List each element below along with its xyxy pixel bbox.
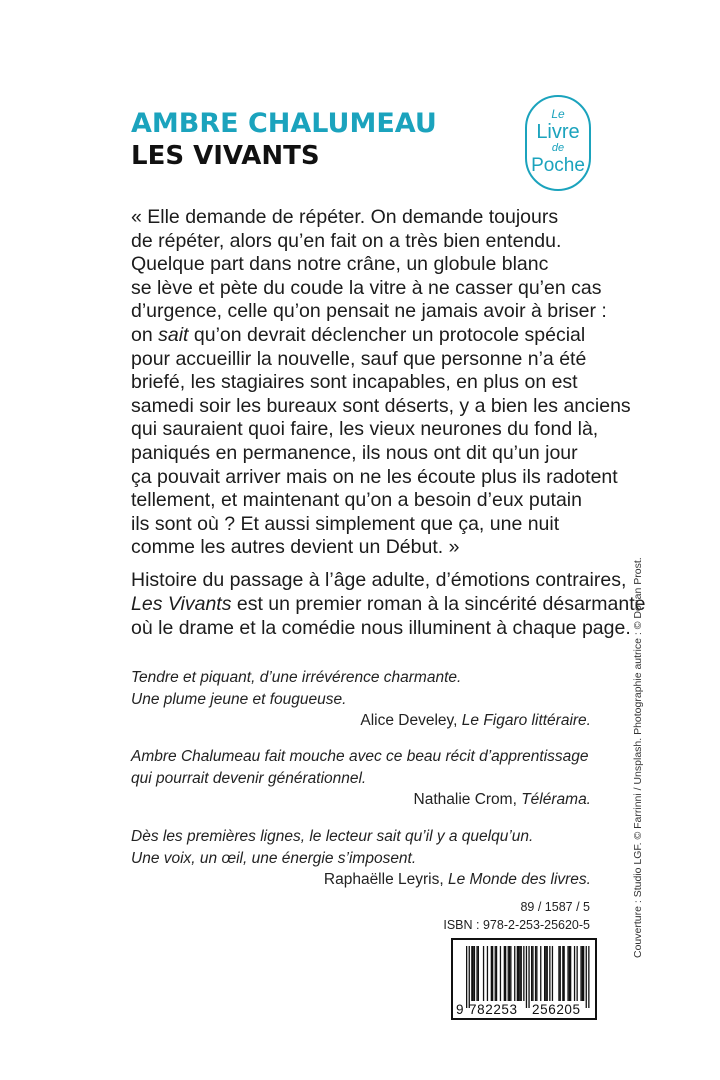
- barcode-bar: [580, 946, 581, 1001]
- review-quote-line: Tendre et piquant, d’une irrévérence charmante.: [131, 669, 462, 686]
- barcode-bar: [574, 946, 575, 1001]
- barcode-bar: [466, 946, 467, 1008]
- barcode-bar: [528, 946, 529, 1008]
- barcode-bar: [549, 946, 550, 1001]
- quote-line-start: on: [131, 323, 159, 346]
- summary-line-rest: est un premier roman à la sincérité désarmante: [231, 593, 646, 615]
- barcode-bar: [505, 946, 506, 1001]
- barcode-bar: [517, 946, 518, 1001]
- barcode-bar: [526, 946, 527, 1008]
- quote-line: [131, 324, 601, 348]
- quote-line: de répéter, alors qu’en fait on a très bien entendu.: [131, 229, 562, 252]
- barcode-bar: [531, 946, 532, 1001]
- barcode-bar: [474, 946, 475, 1001]
- catalog-info: [443, 898, 590, 934]
- quote-line-end: qu’on devrait déclencher un protocole spécial: [188, 323, 586, 346]
- author-name: AMBRE CHALUMEAU: [131, 108, 437, 139]
- press-review: [131, 746, 591, 811]
- catalog-code: 89 / 1587 / 5: [520, 900, 590, 914]
- review-quote-line: qui pourrait devenir générationnel.: [131, 769, 367, 787]
- quote-line: qui sauraient quoi faire, les vieux neurones du fond là,: [131, 418, 599, 441]
- quote-line: ils sont où ? Et aussi simplement que ça, une nuit: [131, 512, 560, 535]
- review-source: Le Monde des livres.: [447, 871, 591, 888]
- barcode-bar: [476, 946, 477, 1001]
- quote-line: samedi soir les bureaux sont déserts, y a bien les anciens: [131, 394, 631, 417]
- review-source: Télérama.: [521, 791, 591, 808]
- quote-line: comme les autres devient un Début. »: [131, 536, 460, 559]
- press-review: [131, 826, 591, 891]
- quote-line: Quelque part dans notre crâne, un globule blanc: [131, 253, 549, 276]
- review-attribution: [131, 869, 591, 891]
- quote-line-emphasis: sait: [158, 323, 189, 346]
- barcode-bar: [570, 946, 571, 1001]
- barcode-bar: [509, 946, 510, 1001]
- barcode-bar: [523, 946, 524, 1001]
- barcode-bar: [491, 946, 492, 1001]
- summary-line: où le drame et la comédie nous illuminent à chaque page.: [131, 617, 631, 639]
- book-summary: [131, 568, 646, 640]
- barcode-bar: [514, 946, 515, 1001]
- barcode-bar: [487, 946, 488, 1001]
- barcode-bar: [567, 946, 568, 1001]
- logo-line-4: Poche: [531, 155, 585, 176]
- isbn: ISBN : 978-2-253-25620-5: [443, 918, 590, 932]
- barcode-bar: [586, 946, 587, 1008]
- quote-line: se lève et pète du coude la vitre à ne casser qu’en cas: [131, 276, 602, 299]
- barcode-bar: [504, 946, 505, 1001]
- review-attribution: [131, 710, 591, 732]
- barcode-bar: [544, 946, 545, 1001]
- barcode-bar: [545, 946, 546, 1001]
- barcode-bar: [532, 946, 533, 1001]
- barcode-bar: [583, 946, 584, 1001]
- barcode-bar: [519, 946, 520, 1001]
- quote-line: pour accueillir la nouvelle, sauf que personne n’a été: [131, 347, 587, 370]
- logo-line-3: de: [551, 142, 565, 154]
- review-quote-line: Ambre Chalumeau fait mouche avec ce beau récit d’apprentissage: [131, 748, 589, 765]
- barcode-first-digit: 9: [456, 1002, 464, 1017]
- review-quote-line: Une voix, un œil, une énergie s’imposent.: [131, 849, 417, 867]
- quote-line: paniqués en permanence, ils nous ont dit qu’un jour: [131, 441, 578, 464]
- quote-line: d’urgence, celle qu’on pensait ne jamais avoir à briser :: [131, 300, 607, 323]
- barcode-bar: [588, 946, 589, 1008]
- barcode-bar: [478, 946, 479, 1001]
- book-title: LES VIVANTS: [131, 141, 320, 171]
- quote-line: tellement, et maintenant qu’on a besoin d’eux putain: [131, 489, 582, 512]
- barcode-bar: [535, 946, 536, 1001]
- barcode-bar: [536, 946, 537, 1001]
- barcode-bar: [518, 946, 519, 1001]
- barcode-bar: [562, 946, 563, 1001]
- review-author: Alice Develey,: [360, 712, 462, 729]
- header: [131, 108, 551, 172]
- photo-credits: Couverture : Studio LGF. © Farrinni / Unsplash. Photographie autrice : © Dorian Prost.: [632, 557, 644, 958]
- quote-line: ça pouvait arriver mais on ne les écoute plus ils radotent: [131, 465, 618, 488]
- barcode-bar: [492, 946, 493, 1001]
- publisher-logo: [525, 95, 591, 191]
- summary-line: [131, 592, 646, 616]
- review-author: Nathalie Crom,: [413, 791, 522, 808]
- barcode-bar: [473, 946, 474, 1001]
- review-source: Le Figaro littéraire.: [461, 712, 591, 729]
- barcode-bar: [552, 946, 553, 1001]
- barcode-bar: [496, 946, 497, 1001]
- barcode-bar: [510, 946, 511, 1001]
- barcode-bar: [508, 946, 509, 1001]
- excerpt-quote: [131, 206, 631, 560]
- review-quote-line: Une plume jeune et fougueuse.: [131, 690, 347, 708]
- barcode-bar: [577, 946, 578, 1001]
- barcode-bar: [547, 946, 548, 1001]
- barcode-bar: [569, 946, 570, 1001]
- barcode-bar: [560, 946, 561, 1001]
- barcode-digit-group-2: 256205: [532, 1002, 581, 1017]
- barcode-bar: [558, 946, 559, 1001]
- review-author: Raphaëlle Leyris,: [323, 871, 448, 888]
- press-review: [131, 667, 591, 732]
- logo-line-2: Livre: [536, 121, 580, 143]
- quote-line: briefé, les stagiaires sont incapables, en plus on est: [131, 371, 578, 394]
- summary-title-emphasis: Les Vivants: [131, 593, 232, 615]
- review-quote-line: Dès les premières lignes, le lecteur sait qu’il y a quelqu’un.: [131, 828, 534, 845]
- barcode-bar: [521, 946, 522, 1001]
- barcode-bar: [469, 946, 470, 1008]
- barcode-bar: [582, 946, 583, 1001]
- barcode-digit-group-1: 782253: [469, 1002, 518, 1017]
- barcode-bar: [471, 946, 472, 1001]
- barcode-bar: [564, 946, 565, 1001]
- logo-line-1: Le: [551, 107, 565, 121]
- barcode-bar: [483, 946, 484, 1001]
- quote-line: « Elle demande de répéter. On demande toujours: [131, 206, 559, 228]
- barcode-bar: [540, 946, 541, 1001]
- summary-line: Histoire du passage à l’âge adulte, d’émotions contraires,: [131, 569, 627, 591]
- barcode-bar: [495, 946, 496, 1001]
- review-attribution: [131, 789, 591, 811]
- barcode-bar: [500, 946, 501, 1001]
- barcode: [451, 938, 597, 1020]
